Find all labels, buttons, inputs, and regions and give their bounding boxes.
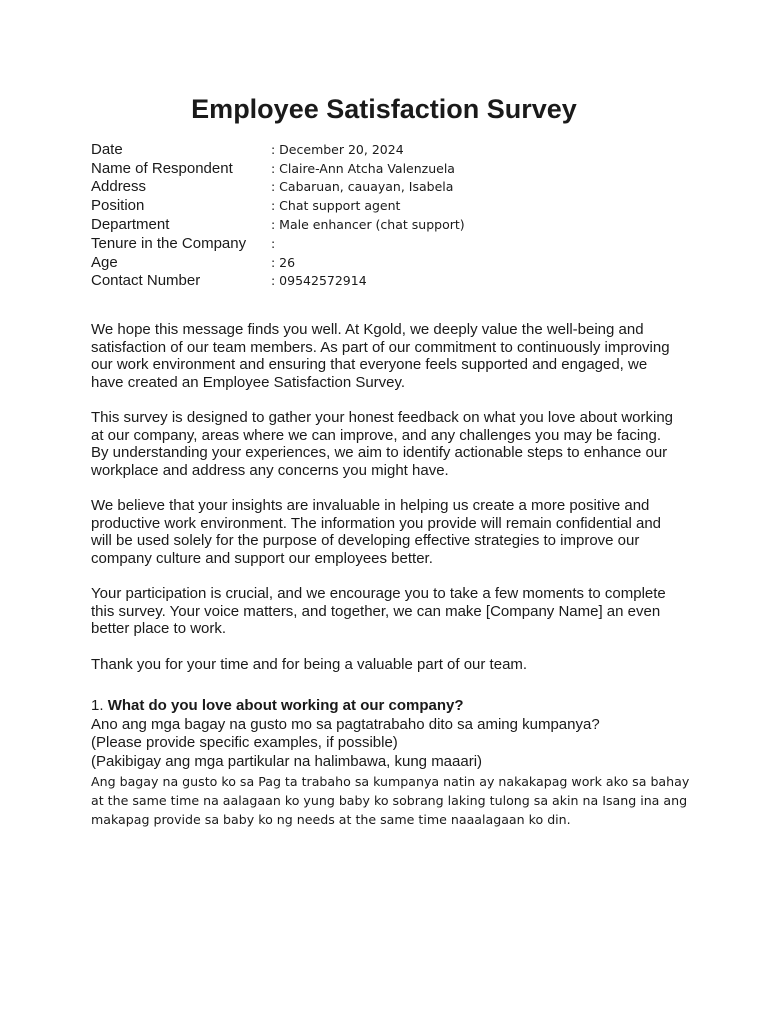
info-value: : December 20, 2024 (271, 141, 404, 157)
info-row-name (91, 159, 465, 178)
info-value: : 26 (271, 254, 296, 270)
info-value: : Claire-Ann Atcha Valenzuela (271, 160, 455, 176)
intro-paragraph: We believe that your insights are invaluable in helping us create a more positive and productive work environment. The information you provide will remain confidential and will be used solely for the purpose of developing effective strategies to improve our company culture and support our employees better. (91, 497, 662, 567)
info-value: : Male enhancer (chat support) (271, 217, 465, 233)
survey-page (91, 92, 690, 829)
info-value: : (271, 235, 276, 251)
info-row-department (91, 215, 465, 234)
respondent-info-table (91, 140, 465, 290)
info-label: Position (91, 197, 145, 215)
thank-you-paragraph: Thank you for your time and for being a valuable part of our team. (91, 655, 528, 673)
info-value: : Chat support agent (271, 198, 401, 214)
info-row-contact (91, 272, 465, 291)
intro-paragraph: We hope this message finds you well. At Kgold, we deeply value the well-being and satisfaction of our team members. As part of our commitment to continuously improving our work environment and ensuring that everyone feels supported and engaged, we have created an Employee Satisfaction Survey. (91, 321, 670, 391)
info-row-tenure (91, 234, 465, 253)
info-label: Age (91, 253, 118, 271)
info-row-date (91, 140, 465, 159)
question-answer: Ang bagay na gusto ko sa Pag ta trabaho sa kumpanya natin ay nakakapag work ako sa bahay at the same time na aalagaan ko yung baby ko sobrang laking tulong sa akin na Isang ina ang makapag provide sa baby ko ng needs at the same time naaalagaan ko din. (91, 774, 690, 828)
info-label: Tenure in the Company (91, 234, 247, 252)
question-translation: Ano ang mga bagay na gusto mo sa pagtatrabaho dito sa aming kumpanya? (91, 715, 600, 733)
intro-paragraph: Your participation is crucial, and we encourage you to take a few moments to complete this survey. Your voice matters, and together, we can make [Company Name] an even better place to work. (91, 585, 666, 638)
question-hint-translation: (Pakibigay ang mga partikular na halimbawa, kung maaari) (91, 752, 483, 770)
question-text: What do you love about working at our company? (107, 697, 464, 715)
intro-section (91, 321, 681, 673)
info-label: Department (91, 216, 170, 234)
info-row-address (91, 178, 465, 197)
intro-paragraph: This survey is designed to gather your honest feedback on what you love about working at our company, areas where we can improve, and any challenges you may be facing. By understanding your experiences, we aim to identify actionable steps to enhance our workplace and address any concerns you might have. (91, 409, 674, 479)
info-label: Address (91, 178, 147, 196)
question-hint: (Please provide specific examples, if possible) (91, 734, 398, 752)
info-value: : 09542572914 (271, 273, 367, 289)
info-label: Date (91, 140, 123, 158)
question-number: 1. (91, 697, 108, 715)
question-1 (91, 697, 690, 829)
info-label: Contact Number (91, 272, 201, 290)
question-heading (91, 697, 681, 716)
info-value: : Cabaruan, cauayan, Isabela (271, 179, 454, 195)
info-label: Name of Respondent (91, 159, 233, 177)
info-row-age (91, 253, 465, 272)
document-title: Employee Satisfaction Survey (191, 94, 577, 124)
info-row-position (91, 196, 465, 215)
